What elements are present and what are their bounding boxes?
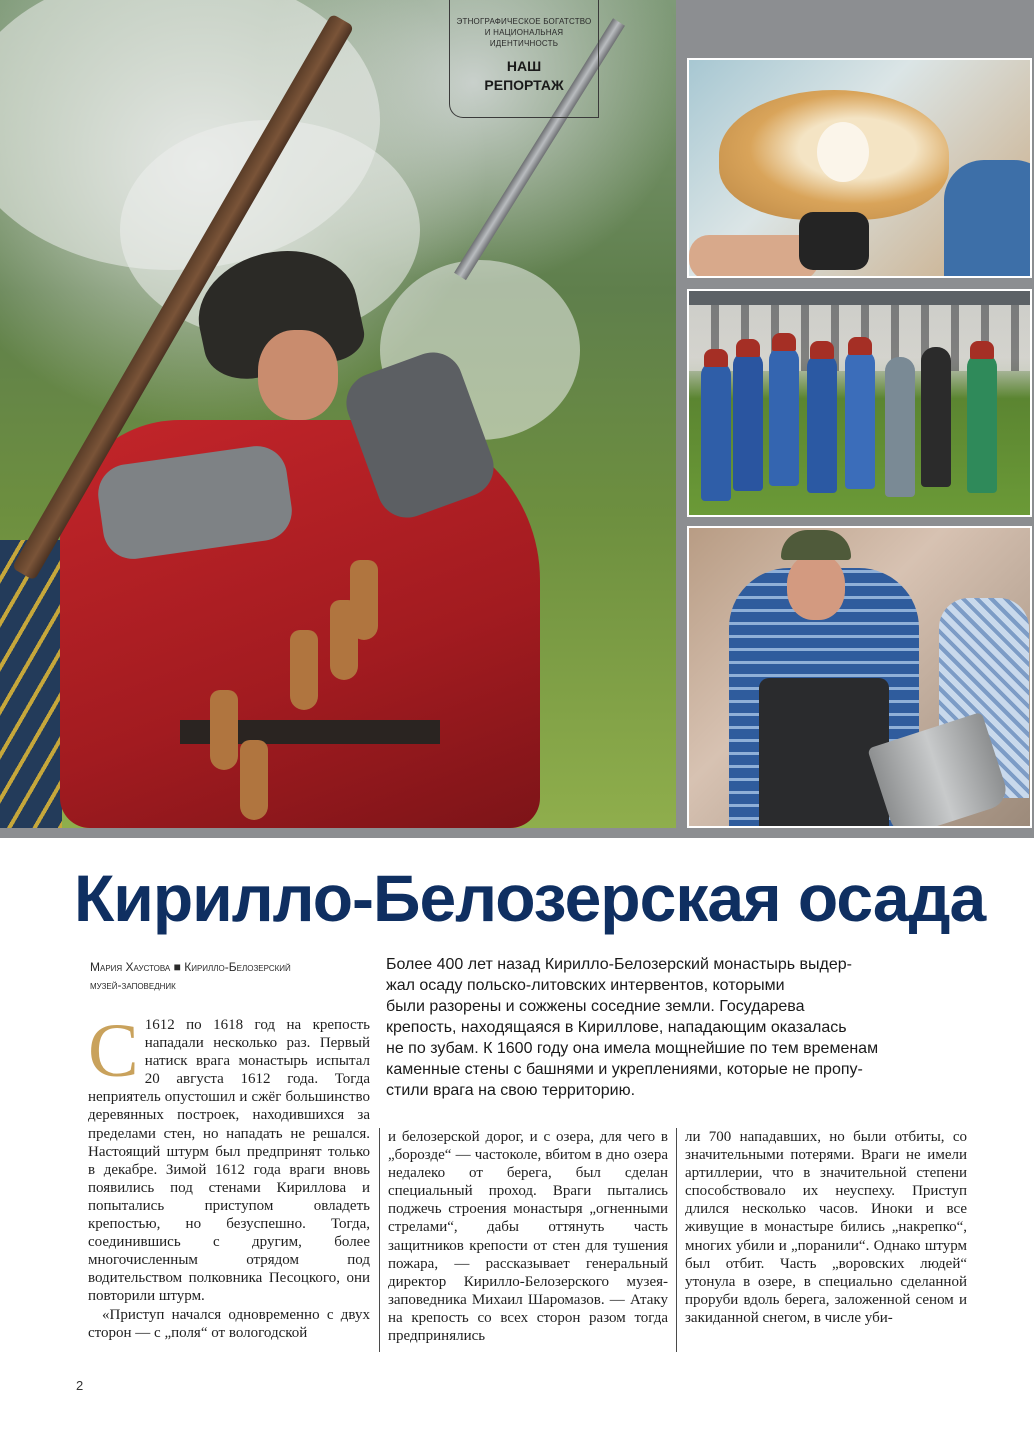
body-paragraph: и белозерской дорог, и с озера, для чего в „борозде“ — частоколе, вбитом в дно озера недалеко от берега, был сделан специальный проход. Враги пытались поджечь строения монастыря „огненными стрелами“, дабы оттянуть часть защитников крепости от стен для тушения пожара, — рассказывает генеральный директор Кирилло-Белозерского музея-заповедника Михаил Шаромазов. — Атаку на крепость со всех сторон разом тогда предпринялись (388, 1129, 668, 1345)
body-paragraph: ли 700 нападавших, но были отбиты, со значительными потерями. Враги не имели артиллерии, что в значительной степени способствовало их неуспеху. Приступ длился несколько часов. Иноки и все живущие в монастыре бились „накрепко“, многих убили и „поранили“. Однако штурм был отбит. Часть „воровских людей“ утонула в озере, в специально сделанной проруби вдоль берега, заложенной сеном и закиданной снегом, в числе уби- (685, 1129, 967, 1326)
page-number: 2 (76, 1378, 84, 1393)
section-tag-small-line: И НАЦИОНАЛЬНАЯ ИДЕНТИЧНОСТЬ (484, 28, 564, 48)
byline-separator: ■ (173, 960, 181, 974)
article-headline: Кирилло-Белозерская осада (74, 861, 986, 935)
body-column-2 (388, 1128, 668, 1345)
section-tag-title (450, 57, 598, 95)
body-paragraph (88, 1009, 370, 1306)
body-paragraph: «Приступ начался одновременно с двух сторон — с „поля“ от вологодской (88, 1306, 370, 1341)
article-lead: Более 400 лет назад Кирилло-Белозерский монастырь выдер- жал осаду польско-литовских интервентов, которыми были разорены и сожжены соседние земли. Государева крепость, находящаяся в Кириллове, нападающим оказалась не по зубам. К 1600 году она имела мощнейшие по тем временам каменные стены с башнями и укреплениями, которые не пропу- стили врага на свою территорию. (386, 956, 879, 1099)
author-organization: музей-заповедник (90, 978, 176, 992)
byline (90, 958, 370, 994)
section-tag-title-line: РЕПОРТАЖ (484, 77, 564, 93)
body-column-3 (685, 1128, 967, 1327)
musketeer-photo (0, 0, 676, 828)
section-tag-title-line: НАШ (506, 58, 542, 74)
blacksmith-photo (687, 526, 1032, 828)
column-divider (379, 1128, 380, 1352)
owl-photo (687, 58, 1032, 278)
author-organization: Кирилло-Белозерский (184, 960, 291, 974)
reenactors-photo (687, 289, 1032, 517)
section-tag-small-line: ЭТНОГРАФИЧЕСКОЕ БОГАТСТВО (456, 17, 592, 26)
body-column-1 (88, 1009, 370, 1342)
body-paragraph-text: 1612 по 1618 год на крепость нападали несколько раз. Первый натиск врага монастырь испытал 20 августа 1612 года. Тогда неприятель опустошил и сжёг большинство деревянных построек, находившихся за пределами стен, но нападать не решался. Настоящий штурм был предпринят только в декабре. Зимой 1612 года враги вновь появились под стенами Кириллова и попытались приступом овладеть крепостью, но безуспешно. Тогда, соединившись с другим, более многочисленным отрядом под водительством полковника Песоцкого, они повторили штурм. (88, 1017, 370, 1305)
author-name: Мария Хаустова (90, 960, 171, 974)
section-tag (449, 0, 599, 118)
drop-cap: С (88, 1009, 139, 1093)
column-divider (676, 1128, 677, 1352)
